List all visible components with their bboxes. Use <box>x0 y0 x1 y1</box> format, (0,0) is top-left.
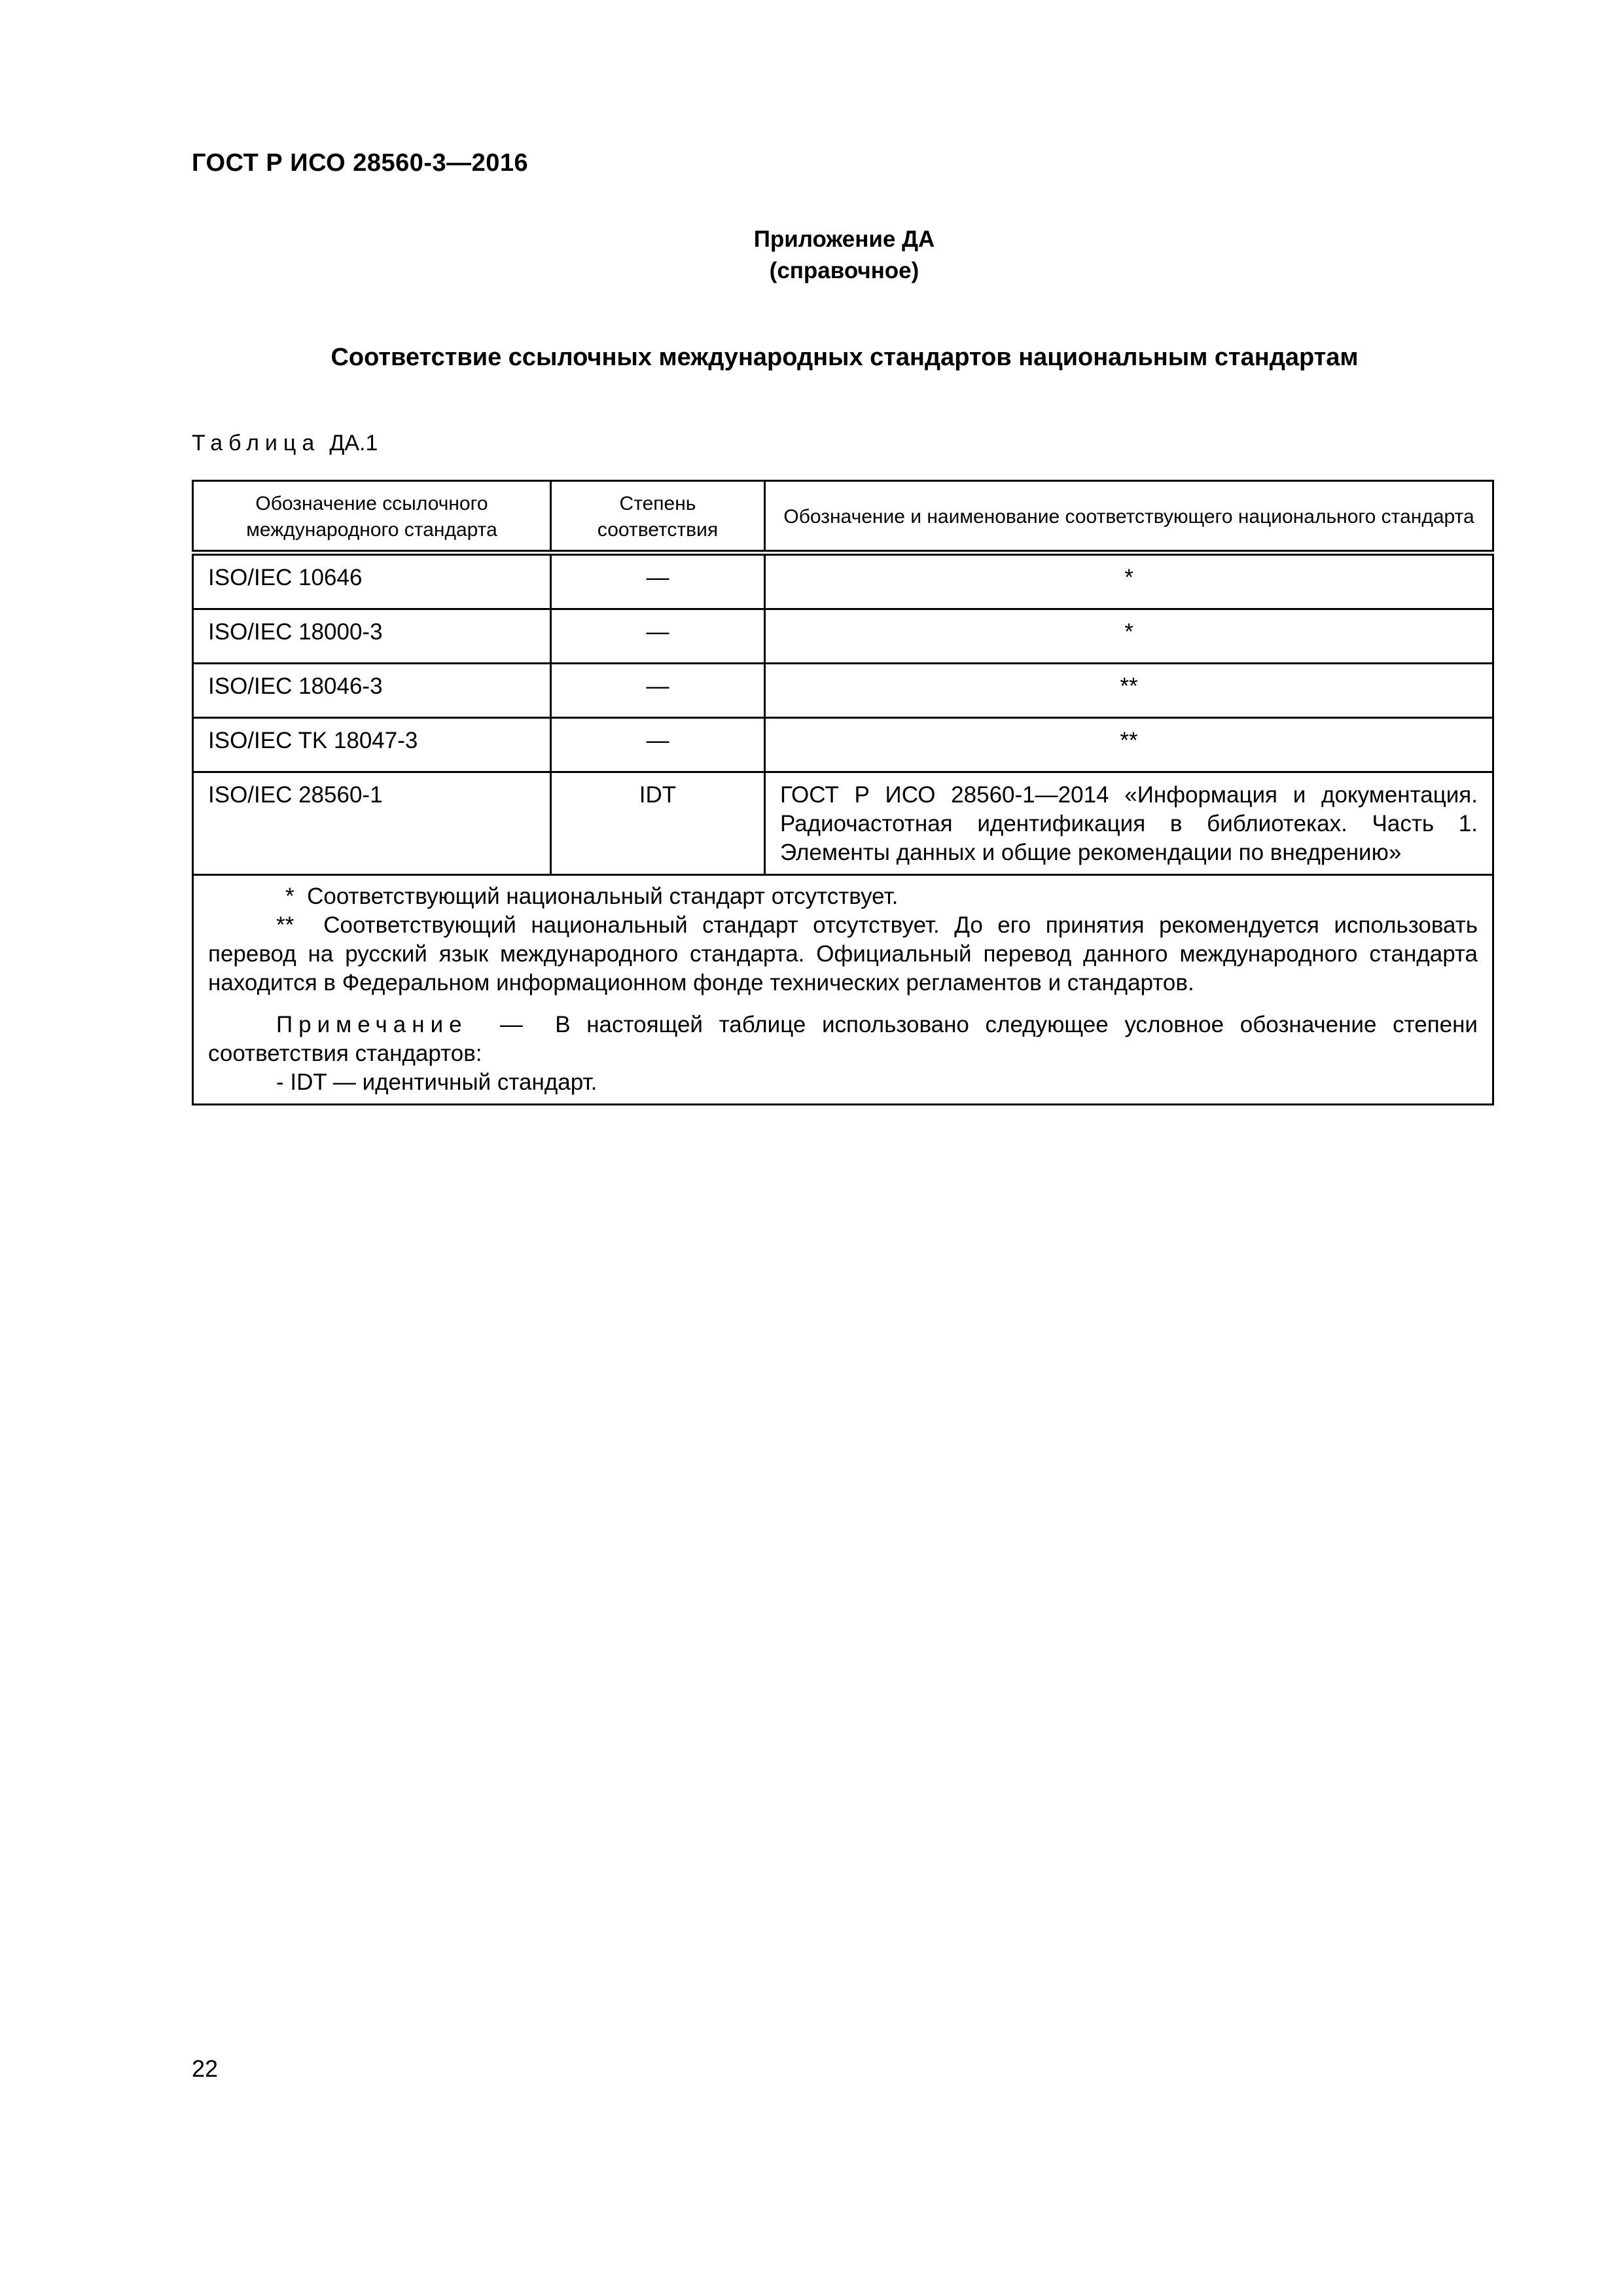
footnote-1-mark: * <box>285 884 294 909</box>
cell-national: ГОСТ Р ИСО 28560-1—2014 «Информация и документация. Радиочастотная идентификация в библиотеках. Часть 1. Элементы данных и общие рекомендации по внедрению» <box>765 772 1493 875</box>
cell-national: * <box>765 609 1493 664</box>
correspondence-table <box>192 480 1494 1105</box>
footnote-2-mark: ** <box>276 912 294 938</box>
page-number: 22 <box>192 2055 219 2082</box>
cell-ref: ISO/IEC 18000-3 <box>193 609 551 664</box>
cell-degree: IDT <box>551 772 765 875</box>
cell-ref: ISO/IEC 28560-1 <box>193 772 551 875</box>
cell-degree: — <box>551 718 765 772</box>
table-note <box>208 1011 1478 1068</box>
table-header-row <box>193 481 1493 553</box>
header-ref-standard: Обозначение ссылочного международного стандарта <box>193 481 551 553</box>
note-item: - IDT — идентичный стандарт. <box>276 1069 597 1095</box>
appendix-title: Приложение ДА <box>753 226 935 252</box>
cell-degree: — <box>551 609 765 664</box>
cell-ref: ISO/IEC 18046-3 <box>193 664 551 718</box>
cell-degree: — <box>551 553 765 609</box>
table-row <box>193 718 1493 772</box>
cell-national: ** <box>765 664 1493 718</box>
header-degree: Степень соответствия <box>551 481 765 553</box>
cell-ref: ISO/IEC TK 18047-3 <box>193 718 551 772</box>
footnote-1-text: Соответствующий национальный стандарт отсутствует. <box>307 884 899 909</box>
note-dash: — <box>499 1012 523 1037</box>
table-caption-id: ДА.1 <box>329 431 378 456</box>
table-notes <box>193 875 1493 1105</box>
table-caption-word: Таблица <box>192 431 321 456</box>
cell-ref: ISO/IEC 10646 <box>193 553 551 609</box>
appendix-subtitle: (справочное) <box>769 258 919 283</box>
header-national-standard: Обозначение и наименование соответствующего национального стандарта <box>765 481 1493 553</box>
cell-national: * <box>765 553 1493 609</box>
table-row <box>193 772 1493 875</box>
table-row <box>193 664 1493 718</box>
table-row <box>193 609 1493 664</box>
footnote-2 <box>208 911 1478 997</box>
section-title: Соответствие ссылочных международных стандартов национальным стандартам <box>330 344 1359 371</box>
note-text: В настоящей таблице использовано следующее условное обозначение степени соответствия стандартов: <box>208 1012 1478 1066</box>
table-caption <box>192 431 378 456</box>
cell-degree: — <box>551 664 765 718</box>
footnote-1 <box>208 882 1478 911</box>
document-header: ГОСТ Р ИСО 28560-3—2016 <box>192 149 529 177</box>
footnote-2-text: Соответствующий национальный стандарт отсутствует. До его принятия рекомендуется использовать перевод на русский язык международного стандарта. Официальный перевод данного международного стандарта находится в Федеральном информационном фонде технических регламентов и стандартов. <box>208 912 1478 996</box>
table-row <box>193 553 1493 609</box>
note-label: Примечание <box>276 1012 468 1037</box>
cell-national: ** <box>765 718 1493 772</box>
table-notes-row <box>193 875 1493 1105</box>
